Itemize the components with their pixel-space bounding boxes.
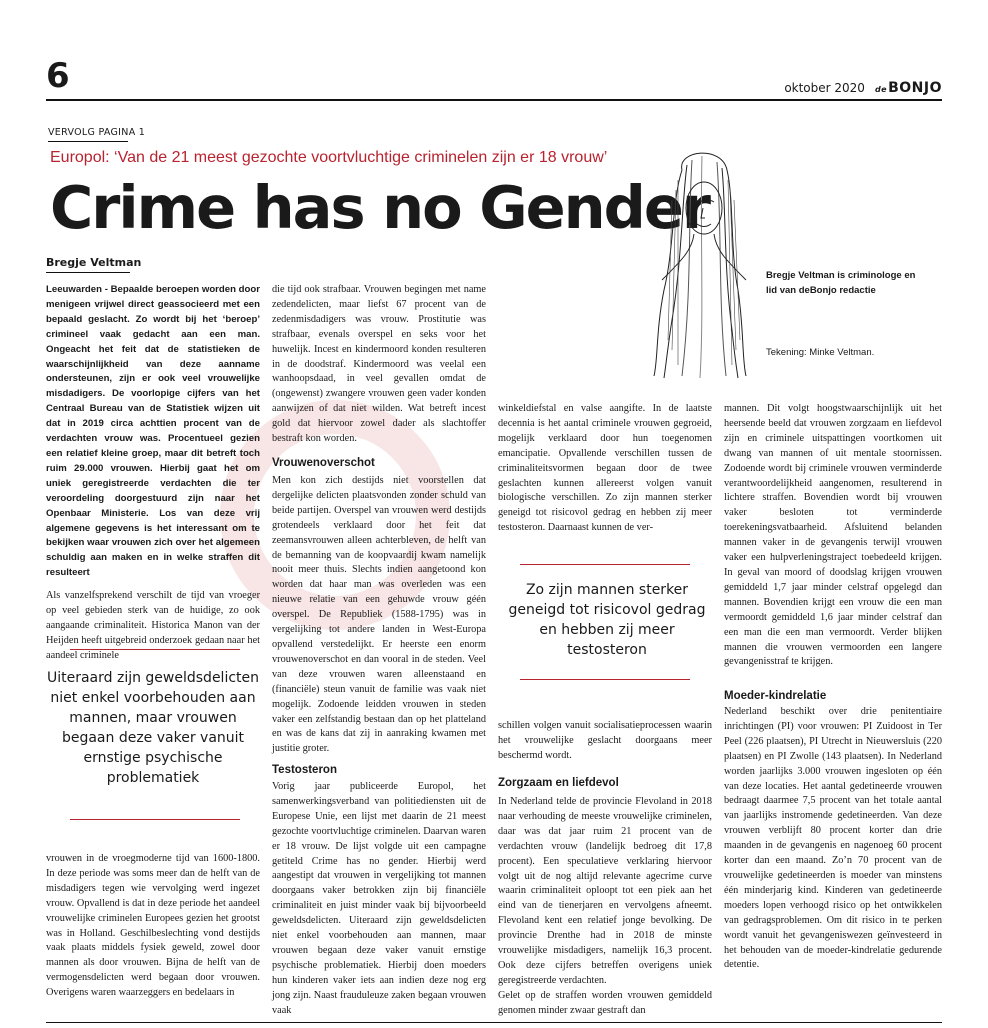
body-paragraph: winkeldiefstal en valse aangifte. In de laatste decennia is het aantal criminele vrouwen gegroeid, mogelijk verklaard door hun toegenomen emancipatie. Opvallende verschillen tussen de criminaliteitsvormen begaan door de twee geslachten kunnen allereerst volgen vanuit biologische verschillen. Zo zijn mannen sterker geneigd tot risicovol gedrag en hebben zij meer testosteron. Daarnaast kunnen de ver- [498,403,712,534]
body-paragraph: die tijd ook strafbaar. Vrouwen begingen met name zedendelicten, maar liefst 67 procent van de zedenmisdadigers was vrouw. Prostitutie was strafbaar, evenals overspel en seks voor het huwelijk. Incest en kindermoord konden resulteren in de doodstraf. Kindermoord was veelal een wanhoopsdaad, in veel gevallen omdat de (ongewenst) zwangere vrouwen geen vader konden aanwijzen of dat niet wilden. Wat betreft incest gold dat hiervoor zowel dader als slachtoffer bestraft kon worden. [272,284,486,445]
quote-rule-top [520,564,690,565]
portrait-caption: Bregje Veltman is criminologe en lid van deBonjo redactie [766,270,916,296]
byline-rule [46,272,130,273]
issue-date: oktober 2020 [784,81,865,95]
column-3-middle [498,719,712,764]
kicker: VERVOLG PAGINA 1 [48,127,146,138]
quote-rule-top [70,649,240,650]
kicker-underline [48,141,128,142]
body-paragraph: vrouwen in de vroegmoderne tijd van 1600-1800. In deze periode was soms meer dan de helft van de misdadigers tegen wie vervolging werd ingezet vrouw. Opvallend is dat in deze periode het aandeel vrouwelijke criminelen Europees gezien het grootst was in Holland. Geschilbeslechting vond destijds vaak plaats middels fysiek geweld, zowel door mannen als door vrouwen. Bijna de helft van de vermogensdelicten werd begaan door vrouwen. Overigens waren waarzeggers en bedelaars in [46,853,260,999]
page-number: 6 [46,56,70,96]
column-3-top [498,402,712,536]
body-paragraph: Vorig jaar publiceerde Europol, het samenwerkingsverband van politiediensten uit de Europese Unie, een lijst met daarin de 21 meest gezochte voortvluchtige criminelen. Daarvan waren er 18 vrouw. De lijst volgde uit een campagne getiteld Crime has no gender. Hierbij werd aangestipt dat vrouwen in vergelijking tot mannen doorgaans vaker betrokken zijn bij financiële criminaliteit en juist minder vaak bij bijvoorbeeld geweldsdelicten. Uiteraard zijn geweldsdelicten niet enkel voorbehouden aan mannen, maar vrouwen begaan deze vaker vanuit ernstige psychische problematiek. Hierbij doen moeders hun kinderen vaker iets aan indien deze nog erg jong zijn. Naast frauduleuze zaken begaan vrouwen vaak [272,781,486,1016]
pull-quote: Zo zijn mannen sterker geneigd tot risicovol gedrag en hebben zij meer testosteron [508,582,706,658]
column-2-top [272,283,486,447]
body-paragraph: Gelet op de straffen worden vrouwen gemiddeld genomen minder zwaar gestraft dan [498,989,712,1016]
column-3-bottom [498,795,712,1019]
article-title: Crime has no Gender [50,173,709,242]
section-heading: Testosteron [272,764,337,776]
body-paragraph: Men kon zich destijds niet voorstellen dat dergelijke delicten plaatsvonden zonder schuld van beide partijen. Overspel van vrouwen werd destijds grotendeels verklaard door het feit dat zeemansvrouwen alleen achterbleven, de helft van de bemanning van de koopvaardij kwam namelijk nooit meer thuis. Slechts indien aangetoond kon worden dat haar man was overleden was een nieuwe relatie van een gehuwde vrouw géén overspel. De Republiek (1588-1795) was in vergelijking tot andere landen in West-Europa opvallend verstedelijkt. Er heerste een enorm vrouwenoverschot en dan vooral in de steden. Veel van deze vrouwen waren alleenstaand en (financiële) steun vanuit de familie was vaak niet mogelijk. Zodoende leidden vrouwen in steden vaker een zelfstandig bestaan dan op het platteland en was de kans dat zij in aanraking kwamen met justitie groter. [272,475,486,755]
body-paragraph: In Nederland telde de provincie Flevoland in 2018 naar verhouding de meeste vrouwelijke criminelen, daar was dat jaar ruim 21 procent van de verdachten vrouw (landelijk bedroeg dit 17,8 procent). Een speculatieve verklaring hiervoor volgt uit de nog altijd relevante agecrime curve waarin criminaliteit oploopt tot een piek aan het eind van de tienerjaren en vervolgens afneemt. Flevoland kent een relatief jonge bevolking. De provincie Drenthe had in 2018 de minste vrouwelijke misdadigers, namelijk 16,3 procent. Ook deze cijfers betreffen overigens uniek geregistreerde verdachten. [498,796,712,986]
lead-paragraph: Leeuwarden - Bepaalde beroepen worden door menigeen vrijwel direct geassocieerd met een bepaald geslacht. Zo wordt bij het ‘beroep’ crimineel vaak gedacht aan een man. Ongeacht het feit dat de statistieken de waarschijnlijkheid van deze aanname ondersteunen, zijn er ook veel vrouwelijke misdadigers. De voorlopige cijfers van het Centraal Bureau van de Statistiek wijzen uit dat in 2019 circa achttien procent van de verdachten vrouw was. Procentueel gezien een relatief kleine groep, maar dit betreft toch ruim 29.000 vrouwen. Hierbij gaat het om uniek geregistreerde verdachten die ter veroordeling doorgestuurd zijn naar het Openbaar Ministerie. Los van deze vrij algemene gegevens is het interessant om te bekijken waar vrouwen zich over het algemeen schuldig aan maken en in welke straffen dit resulteert [46,284,260,579]
masthead [784,80,942,96]
quote-rule-bottom [520,679,690,680]
body-paragraph: schillen volgen vanuit socialisatieprocessen waarin het vrouwelijke geslacht doorgaans meer beschermd wordt. [498,720,712,761]
body-paragraph: Als vanzelfsprekend verschilt de tijd van vroeger op veel gebieden sterk van de huidige, zo ook aangaande criminaliteit. Historica Manon van der Heijden heeft uitgebreid onderzoek gedaan naar het aandeel criminele [46,590,260,661]
column-1-bottom [46,852,260,1001]
body-paragraph: Nederland beschikt over drie penitentiaire inrichtingen (PI) voor vrouwen: PI Zuidoost in Ter Peel (226 plaatsen), PI Utrecht in Nieuwersluis (220 plaatsen) en PI Zwolle (143 plaatsen). In Nederland worden jaarlijks 3.000 vrouwen ingesloten op één van deze locaties. Het aantal gedetineerde vrouwen bedraagt daarmee 7,5 procent van het totale aantal van jaarlijks instromende gedetineerden. Van deze vrouwen verblijft 80 procent korter dan drie maanden in de gevangenis en nagenoeg 60 procent korter dan een maand. Zo’n 70 procent van de vrouwelijke gedetineerden is moeder van minstens één minderjarig kind. Kinderen van gedetineerde moeders lopen verhoogd risico op het ontwikkelen van gedragsproblemen. Om dit risico in te perken wordt vanuit het gevangeniswezen geïnvesteerd in het behouden van de moeder-kindrelatie gedurende detentie. [724,706,942,971]
column-1-top [46,283,260,664]
quote-rule-bottom [70,819,240,820]
section-heading: Zorgzaam en liefdevol [498,777,619,789]
portrait-credit: Tekening: Minke Veltman. [766,347,875,358]
brand-logo: deBONJO [874,80,942,96]
header-rule [46,99,942,101]
body-paragraph: mannen. Dit volgt hoogstwaarschijnlijk uit het heersende beeld dat vrouwen zorgzaam en liefdevol zijn en criminele uitspattingen voortkomen uit dwang van mannen of uit mentale stoornissen. Zodoende wordt bij criminele vrouwen verminderde verantwoordelijkheid aangenomen, resulterend in lichtere straffen. Bovendien wordt bij vrouwen vaker besloten tot verminderde toerekeningsvatbaarheid. Afsluitend belanden mannen vaker in de gevangenis terwijl vrouwen vaker een hulpverleningstraject toebedeeld krijgen. In geval van moord of doodslag krijgen vrouwen gemiddeld 1,7 jaar minder celstraf opgelegd dan mannen. Bovendien krijgt een vrouw die een man vermoordt gemiddeld 1,6 jaar minder celstraf dan een man die een man vermoordt. Verder blijken mannen die vrouwen vermoorden een langere gevangenisstraf te krijgen. [724,403,942,668]
article-subtitle: Europol: ‘Van de 21 meest gezochte voortvluchtige criminelen zijn er 18 vrouw’ [50,149,608,166]
column-2-middle [272,474,486,757]
footer-rule [46,1022,942,1023]
column-4-top [724,402,942,670]
column-4-bottom [724,705,942,973]
section-heading: Moeder-kindrelatie [724,690,827,702]
portrait-illustration [642,140,757,380]
column-2-bottom [272,780,486,1019]
author-byline: Bregje Veltman [46,256,142,269]
pull-quote: Uiteraard zijn geweldsdelicten niet enkel voorbehouden aan mannen, maar vrouwen begaan deze vaker vanuit ernstige psychische problematiek [46,670,260,786]
section-heading: Vrouwenoverschot [272,457,375,469]
